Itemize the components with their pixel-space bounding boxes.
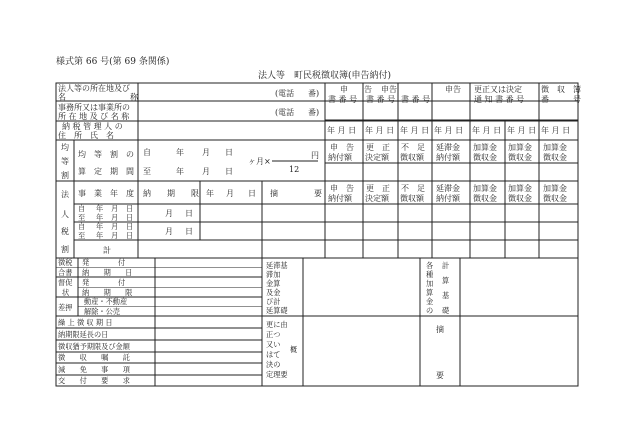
amount-head: 加算金 (508, 143, 532, 152)
phone-ban: 番) (308, 89, 320, 98)
period-day: 日 (126, 213, 134, 222)
period-to: 至 (78, 231, 86, 240)
equal-twelve: 12 (289, 165, 300, 174)
amount-head: 徴収金 (473, 153, 497, 162)
agent-label-b: 住 所 氏 名 (58, 131, 114, 140)
fiscal-period-1 (78, 204, 133, 222)
header-col-1-a: 申 告 (340, 85, 372, 94)
entai-line: 延算礎 (266, 306, 288, 315)
due-day-2: 日 (185, 227, 193, 236)
amount-head: 延滞金 (436, 143, 460, 152)
total-label: 計 (103, 246, 111, 255)
amount-head: 徴収金 (508, 194, 532, 203)
period-to: 至 (78, 213, 86, 222)
due-month-2: 月 (165, 227, 173, 236)
kousei-line: 正つ (266, 330, 281, 339)
amount-head: 加算金 (543, 143, 567, 152)
bottom-row-1: 繰 上 徴 収 期 日 (58, 318, 113, 327)
kakusan-char: 各 (426, 261, 434, 270)
amount-head: 不 足 (401, 184, 425, 193)
date-header: 年 月 日 (327, 126, 357, 135)
bottom-row-5: 減 免 事 項 (58, 365, 130, 374)
header-col-2-a: 申告 (381, 85, 397, 94)
amount-head: 申 告 (330, 143, 354, 152)
form-number: 様式第 66 号(第 69 条関係) (56, 57, 170, 67)
period-month: 月 (111, 204, 119, 213)
kakusan-char: 計 (442, 261, 450, 270)
kousei-label (266, 320, 297, 379)
due-ymd-day: 日 (248, 189, 256, 198)
kakusan-char: 金 (426, 297, 434, 306)
equal-day: 日 (225, 148, 233, 157)
entai-line: 及金 (266, 288, 281, 297)
equal-year: 年 (176, 148, 184, 157)
date-header: 年 月 日 (434, 126, 464, 135)
amount-head: 申 告 (330, 184, 354, 193)
office-label-a: 事務所又は事業所の (58, 103, 130, 112)
header-col-3-b: 書 番 号 (401, 95, 431, 104)
bottom-row-2: 納期限延長の日 (58, 330, 109, 339)
amount-head: 不 足 (401, 143, 425, 152)
amount-head: 決定額 (365, 153, 389, 162)
amount-headers-2 (328, 183, 567, 203)
entai-line: 金算 (266, 279, 281, 288)
corp-label-4: 割 (61, 245, 69, 254)
due-ymd-year: 年 (206, 189, 214, 198)
date-header: 年 月 日 (472, 126, 502, 135)
months-times: ヶ月× (248, 157, 271, 166)
tokusoku-row-1: 発 付 (82, 258, 126, 267)
entai-label (266, 261, 288, 315)
amount-head: 納付額 (328, 153, 352, 162)
period-month: 月 (111, 222, 119, 231)
owner-label-b: 名 称 (58, 92, 138, 102)
kousei-gai: 概 (290, 345, 298, 354)
period-day: 日 (126, 222, 134, 231)
equal-yen: 円 (311, 151, 319, 160)
equal-from: 自 (143, 148, 151, 157)
amount-head: 納付額 (436, 153, 460, 162)
period-from: 自 (78, 222, 86, 231)
amount-head: 延滞金 (436, 184, 460, 193)
amount-head: 徴収金 (543, 194, 567, 203)
due-day: 日 (185, 209, 193, 218)
entai-line: 滞加 (266, 270, 281, 279)
equal-label-2: 等 (61, 157, 69, 166)
amount-head: 納付額 (328, 194, 352, 203)
kakusan-char: 種 (426, 270, 434, 279)
amount-head: 加算金 (543, 184, 567, 193)
header-col-3-a: 申告 (445, 85, 461, 94)
kousei-line: 更に由 (266, 320, 288, 329)
tokusoku-label-1: 徴税 (58, 258, 73, 267)
date-header: 年 月 日 (365, 126, 395, 135)
kousei-line: 定理要 (266, 370, 288, 379)
tekiyo-label-2: 要 (436, 371, 444, 380)
office-label-b: 所 在 地 及 び 名 称 (58, 112, 130, 121)
entai-line: び計 (266, 297, 281, 306)
header-col-2-b: 書 番 号 (366, 95, 396, 104)
period-day: 日 (126, 204, 134, 213)
kakusan-char: の (426, 306, 434, 315)
kakusan-char: 礎 (442, 306, 450, 315)
saisoku-label-2: 状 (62, 288, 70, 297)
period-year: 年 (96, 231, 104, 240)
kakusan-char: 算 (426, 288, 434, 297)
kakusan-char: 基 (442, 291, 450, 300)
amount-head: 加算金 (473, 143, 497, 152)
tekiyo-label: 摘 (436, 325, 444, 334)
amount-head: 更 正 (366, 184, 390, 193)
corp-label-3: 税 (61, 227, 69, 236)
fiscal-period-2 (78, 222, 133, 240)
equal-row-1: 均 等 割 の (78, 150, 134, 159)
summary-header-2: 要 (314, 189, 322, 198)
amount-head: 決定額 (365, 194, 389, 203)
period-day: 日 (126, 231, 134, 240)
saisoku-row-2: 納 期 限 (82, 288, 133, 297)
form-title: 法人等 町民税徴収簿(申告納付) (258, 71, 392, 81)
owner-label-a: 法人等の所在地及び (58, 84, 130, 93)
date-header: 年 月 日 (507, 126, 537, 135)
bottom-row-3: 徴収猶予期限及び金額 (58, 342, 130, 351)
header-col-4-b: 通 知 書 番 号 (474, 95, 525, 104)
amount-head: 納付額 (436, 194, 460, 203)
corp-label-2: 人 (61, 210, 69, 219)
equal-year-2: 年 (176, 167, 184, 176)
agent-label-a: 納 税 管 理 人 の (62, 122, 123, 131)
amount-head: 徴収額 (400, 194, 424, 203)
period-month: 月 (111, 213, 119, 222)
header-col-4-a: 更正又は決定 (474, 85, 522, 94)
due-ymd-month: 月 (226, 189, 234, 198)
equal-to: 至 (143, 167, 151, 176)
kakusan-char: 加 (426, 279, 434, 288)
header-col-5-a: 徴 収 簿 (541, 85, 581, 94)
entai-line: 延滞基 (266, 261, 288, 270)
phone-label-2: (電話 (275, 108, 295, 117)
amount-head: 徴収金 (543, 153, 567, 162)
equal-row-2: 算 定 期 間 (78, 167, 134, 176)
due-date-header: 納 期 限 (143, 189, 199, 198)
date-header: 年 月 日 (400, 126, 430, 135)
amount-head: 加算金 (508, 184, 532, 193)
equal-month: 月 (202, 148, 210, 157)
equal-month-2: 月 (202, 167, 210, 176)
sashiosae-row-1: 動産・不動産 (84, 297, 128, 306)
amount-head: 徴収金 (473, 194, 497, 203)
phone-label: (電話 (275, 89, 295, 98)
date-header: 年 月 日 (541, 126, 571, 135)
amount-headers-1 (328, 142, 567, 162)
tokusoku-row-2: 納 期 日 (82, 268, 133, 277)
period-year: 年 (96, 204, 104, 213)
kousei-line: はて (266, 350, 281, 359)
period-month: 月 (111, 231, 119, 240)
period-year: 年 (96, 213, 104, 222)
equal-day-2: 日 (225, 167, 233, 176)
kakusan-char: 算 (442, 276, 450, 285)
amount-head: 更 正 (366, 143, 390, 152)
bottom-row-6: 交 付 要 求 (58, 376, 130, 385)
phone-ban-2: 番) (308, 108, 320, 117)
period-from: 自 (78, 204, 86, 213)
tokusoku-label-2: 合書 (58, 268, 73, 277)
amount-head: 徴収額 (400, 153, 424, 162)
period-year: 年 (96, 222, 104, 231)
saisoku-row-1: 発 付 (82, 278, 126, 287)
equal-label-3: 割 (61, 171, 69, 180)
kakusan-label (426, 261, 450, 315)
header-col-5-b: 番 号 (541, 95, 581, 104)
kousei-line: 又い (266, 340, 281, 349)
corp-label-1: 法 (61, 190, 69, 199)
bottom-row-4: 徴 収 嘱 託 (58, 353, 130, 362)
sashiosae-row-2: 解除・公売 (84, 307, 120, 316)
amount-head: 徴収金 (508, 153, 532, 162)
saisoku-label-1: 督促 (58, 278, 73, 287)
amount-head: 加算金 (473, 184, 497, 193)
date-header-row (327, 125, 570, 135)
summary-header: 摘 (270, 189, 278, 198)
header-col-1-b: 書 番 号 (328, 95, 358, 104)
sashiosae-label: 差押 (58, 303, 73, 312)
kousei-line: 決の (266, 360, 281, 369)
due-month: 月 (165, 209, 173, 218)
equal-label-1: 均 (61, 143, 69, 152)
fiscal-year-header: 事 業 年 度 (78, 189, 134, 198)
